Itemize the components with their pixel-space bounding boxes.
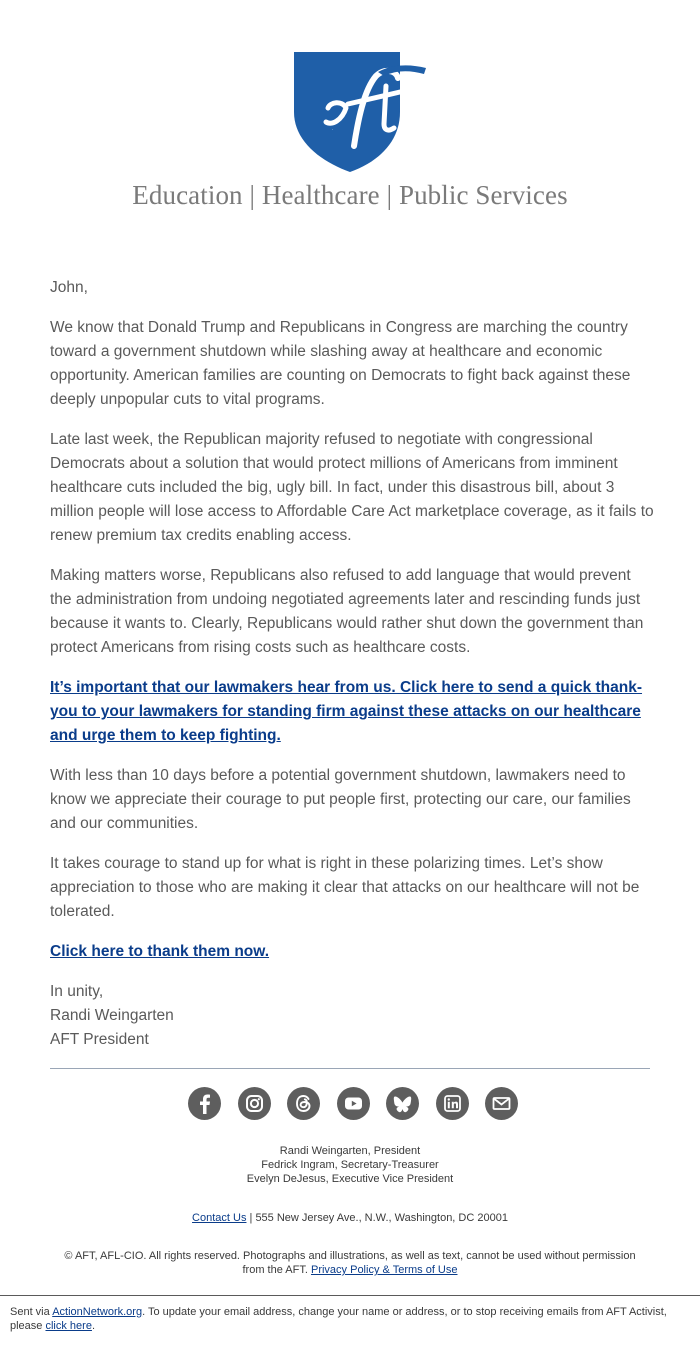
linkedin-icon[interactable] [436, 1087, 469, 1120]
signer-title: AFT President [50, 1031, 149, 1048]
tagline: Education | Healthcare | Public Services [132, 180, 568, 210]
footer-notice: Sent via ActionNetwork.org. To update your email address, change your name or address, or to stop receiving emails from AFT Activist, please click here. [10, 1306, 667, 1332]
instagram-icon[interactable] [238, 1087, 271, 1120]
email-icon[interactable] [485, 1087, 518, 1120]
paragraph: With less than 10 days before a potential government shutdown, lawmakers need to know we appreciate their courage to put people first, protecting our care, our families and our communities. [50, 767, 631, 832]
cta-paragraph [50, 940, 654, 964]
closing: In unity, [50, 983, 104, 1000]
actionnetwork-link[interactable]: ActionNetwork.org [52, 1306, 143, 1318]
paragraph: Making matters worse, Republicans also refused to add language that would prevent the administration from undoing negotiated agreements later and rescinding funds just because it wants to. Clearly, Republicans would rather shut down the government than protect Americans from rising costs such as healthcare costs. [50, 567, 644, 656]
copyright-text: © AFT, AFL-CIO. All rights reserved. Photographs and illustrations, as well as text, cannot be used without permission from the AFT. [64, 1250, 636, 1276]
facebook-icon[interactable] [188, 1087, 221, 1120]
cta-link[interactable]: It’s important that our lawmakers hear from us. Click here to send a quick thank-you to your lawmakers for standing firm against these attacks on our healthcare and urge them to keep fighting. [50, 679, 643, 744]
contact-line [0, 1211, 700, 1225]
paragraph: It takes courage to stand up for what is right in these polarizing times. Let’s show appreciation to those who are making it clear that attacks on our healthcare will not be tolerated. [50, 855, 640, 920]
bluesky-icon[interactable] [386, 1087, 419, 1120]
copyright [58, 1249, 642, 1277]
paragraph: We know that Donald Trump and Republicans in Congress are marching the country toward a government shutdown while slashing away at healthcare and economic opportunity. American families are counting on Democrats to fight back against these deeply unpopular cuts to vital programs. [50, 319, 631, 408]
divider [50, 1068, 650, 1069]
greeting: John, [50, 279, 88, 296]
youtube-icon[interactable] [337, 1087, 370, 1120]
address: | 555 New Jersey Ave., N.W., Washington, DC 20001 [246, 1212, 508, 1224]
officer-line: Fedrick Ingram, Secretary-Treasurer [261, 1159, 439, 1171]
email-body [50, 276, 654, 1052]
officer-line: Randi Weingarten, President [279, 1145, 421, 1157]
thank-them-link[interactable]: Click here to thank them now. [50, 943, 270, 960]
signer-name: Randi Weingarten [50, 1007, 174, 1024]
paragraph: Late last week, the Republican majority refused to negotiate with congressional Democrats about a solution that would protect millions of Americans from imminent healthcare cuts included the big, ugly bill. In fact, under this disastrous bill, about 3 million people will lose access to Affordable Care Act marketplace coverage, as it fails to renew premium tax credits enabling access. [50, 431, 654, 544]
unsubscribe-link[interactable]: click here [45, 1320, 92, 1332]
officers-list [0, 1144, 700, 1186]
svg-text:aft: aft [332, 130, 334, 131]
email-header [0, 0, 700, 240]
contact-us-link[interactable]: Contact Us [192, 1212, 247, 1224]
privacy-policy-link[interactable]: Privacy Policy & Terms of Use [310, 1264, 458, 1276]
cta-paragraph [50, 676, 654, 748]
signature [50, 980, 654, 1052]
officer-line: Evelyn DeJesus, Executive Vice President [246, 1173, 454, 1185]
social-links [188, 1087, 518, 1121]
aft-logo [292, 50, 428, 174]
threads-icon[interactable] [287, 1087, 320, 1120]
footer-divider [0, 1295, 700, 1296]
